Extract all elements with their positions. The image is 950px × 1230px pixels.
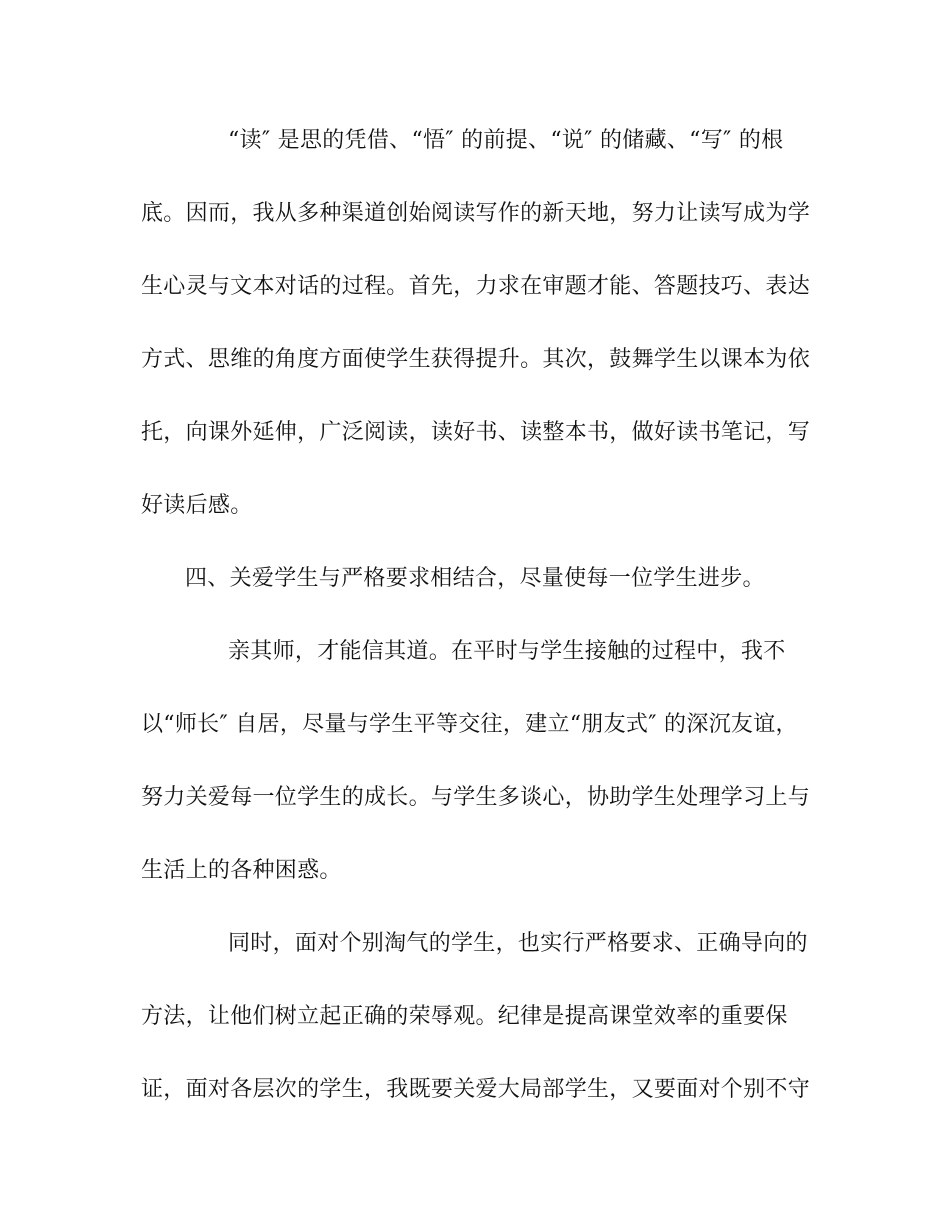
paragraph-line: 底。因而，我从多种渠道创始阅读写作的新天地，努力让读写成为学 [141, 201, 811, 226]
paragraph-line: 好读后感。 [141, 493, 253, 518]
paragraph-line: 努力关爱每一位学生的成长。与学生多谈心，协助学生处理学习上与 [141, 785, 811, 810]
paragraph-line: 同时，面对个别淘气的学生，也实行严格要求、正确导向的 [228, 931, 808, 956]
paragraph-line: 方式、思维的角度方面使学生获得提升。其次，鼓舞学生以课本为依 [141, 347, 811, 372]
paragraph-line: 证，面对各层次的学生，我既要关爱大局部学生，又要面对个别不守 [141, 1077, 811, 1102]
section-heading: 四、关爱学生与严格要求相结合，尽量使每一位学生进步。 [185, 566, 765, 591]
paragraph-line: 亲其师，才能信其道。在平时与学生接触的过程中，我不 [228, 639, 786, 664]
paragraph-line: 以“师长″ 自居，尽量与学生平等交往，建立“朋友式″ 的深沉友谊， [141, 712, 798, 737]
paragraph-line: 生心灵与文本对话的过程。首先，力求在审题才能、答题技巧、表达 [141, 274, 811, 299]
paragraph-line: 生活上的各种困惑。 [141, 858, 342, 883]
paragraph-line: “读″ 是思的凭借、“悟″ 的前提、“说″ 的储藏、“写″ 的根 [228, 128, 784, 153]
paragraph-line: 托，向课外延伸，广泛阅读，读好书、读整本书，做好读书笔记，写 [141, 420, 811, 445]
paragraph-line: 方法，让他们树立起正确的荣辱观。纪律是提高课堂效率的重要保 [141, 1004, 788, 1029]
